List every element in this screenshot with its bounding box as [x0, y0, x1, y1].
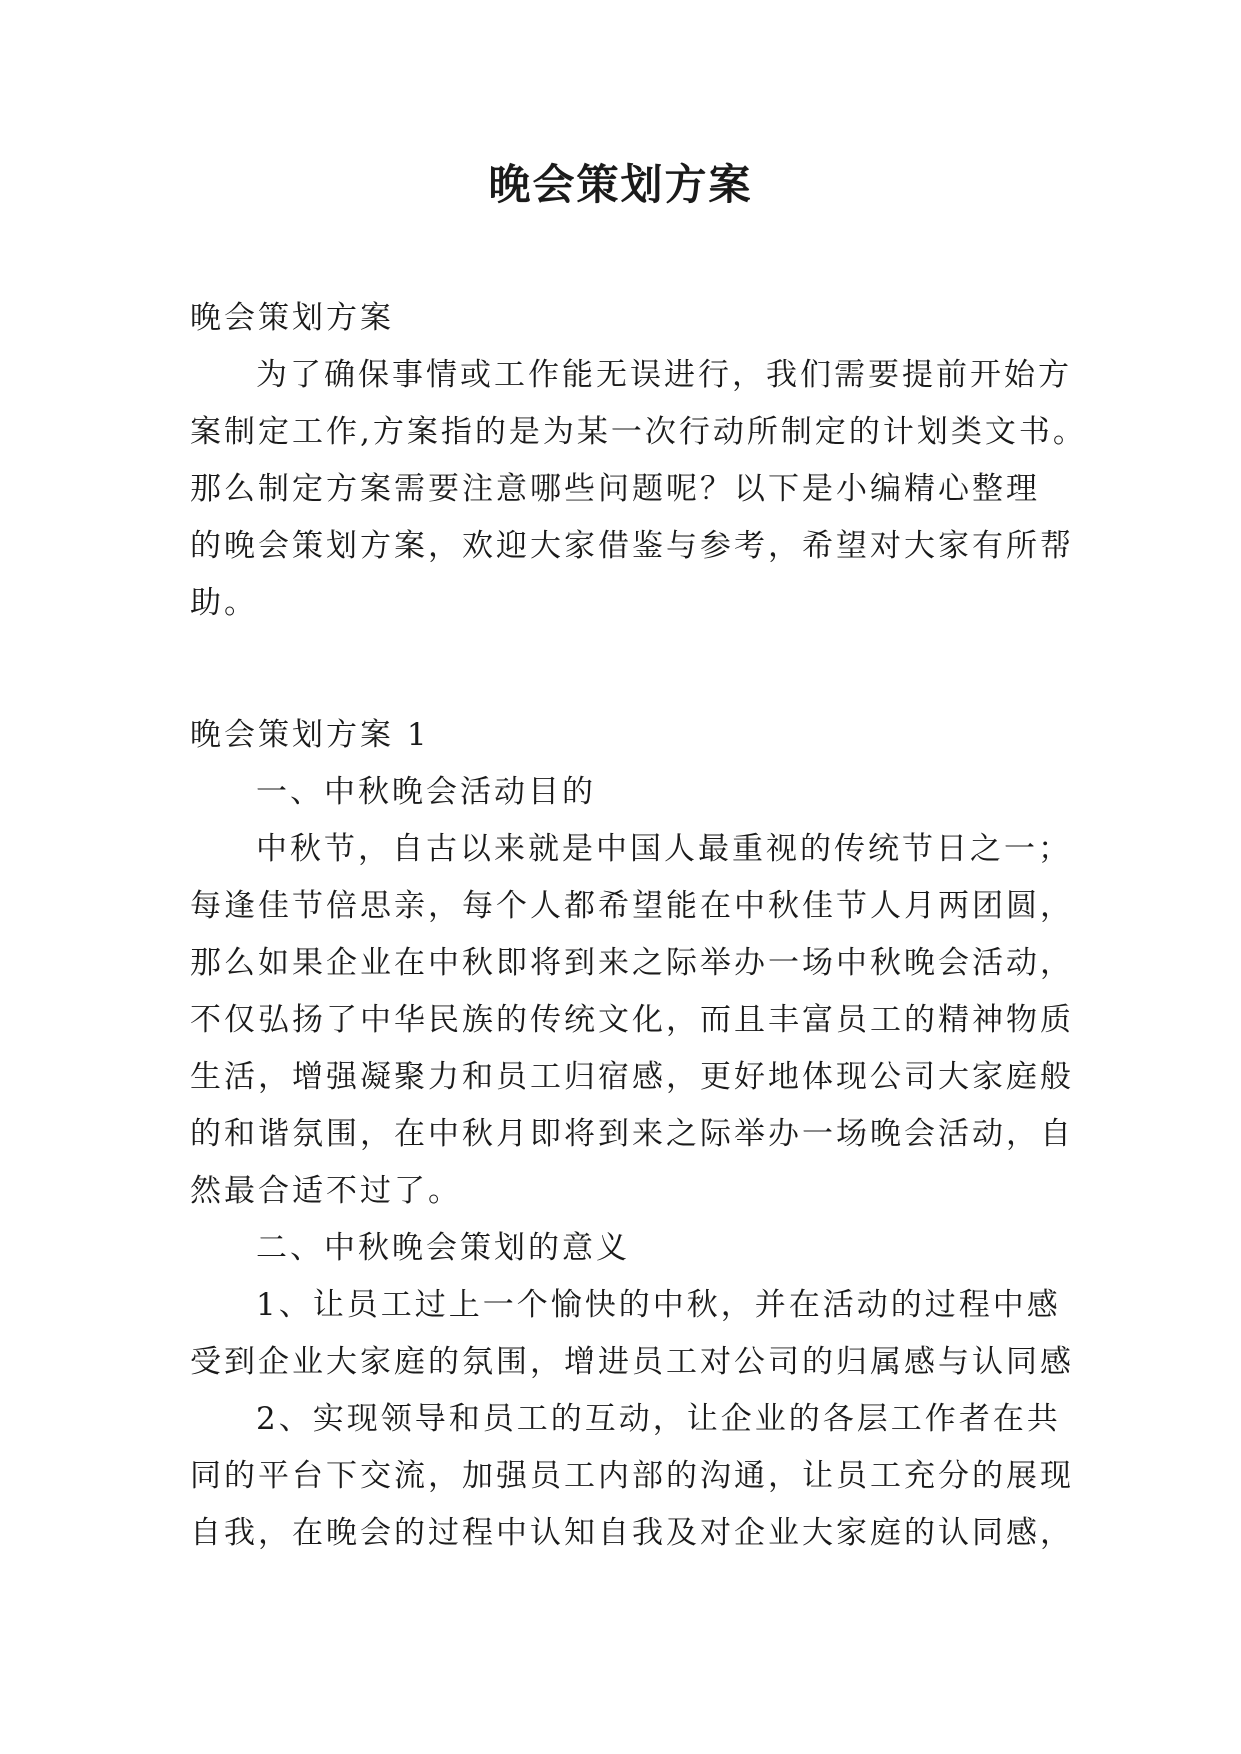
- text-line: 同的平台下交流，加强员工内部的沟通，让员工充分的展现: [190, 1458, 1074, 1494]
- text-line: 受到企业大家庭的氛围，增进员工对公司的归属感与认同感: [190, 1344, 1074, 1380]
- text-line: 不仅弘扬了中华民族的传统文化，而且丰富员工的精神物质: [190, 1002, 1074, 1038]
- paragraph-gap: [190, 648, 1050, 691]
- text-line: 那么制定方案需要注意哪些问题呢？以下是小编精心整理: [190, 471, 1040, 507]
- text-line: 为了确保事情或工作能无误进行，我们需要提前开始方: [256, 357, 1072, 393]
- text-line: 生活，增强凝聚力和员工归宿感，更好地体现公司大家庭般: [190, 1059, 1074, 1095]
- text-line: 1、让员工过上一个愉快的中秋，并在活动的过程中感: [256, 1287, 1061, 1323]
- text-line: 二、中秋晚会策划的意义: [256, 1230, 630, 1266]
- text-line: 中秋节，自古以来就是中国人最重视的传统节日之一；: [256, 831, 1072, 867]
- text-line: 案制定工作,方案指的是为某一次行动所制定的计划类文书。: [190, 414, 1087, 450]
- text-line: 自我，在晚会的过程中认知自我及对企业大家庭的认同感，: [190, 1515, 1074, 1551]
- text-line: 那么如果企业在中秋即将到来之际举办一场中秋晚会活动，: [190, 945, 1074, 981]
- document-body: [190, 290, 1087, 1562]
- text-line: 的和谐氛围，在中秋月即将到来之际举办一场晚会活动，自: [190, 1116, 1074, 1152]
- text-line: 然最合适不过了。: [190, 1173, 462, 1209]
- text-line: 晚会策划方案 1: [190, 717, 430, 753]
- text-line: 晚会策划方案: [190, 300, 394, 336]
- text-line: 2、实现领导和员工的互动，让企业的各层工作者在共: [256, 1401, 1061, 1437]
- text-line: 一、中秋晚会活动目的: [256, 774, 596, 810]
- text-line: 每逢佳节倍思亲，每个人都希望能在中秋佳节人月两团圆，: [190, 888, 1074, 924]
- document-title: 晚会策划方案: [488, 160, 753, 209]
- text-line: 的晚会策划方案，欢迎大家借鉴与参考，希望对大家有所帮: [190, 528, 1074, 564]
- text-line: 助。: [190, 585, 258, 621]
